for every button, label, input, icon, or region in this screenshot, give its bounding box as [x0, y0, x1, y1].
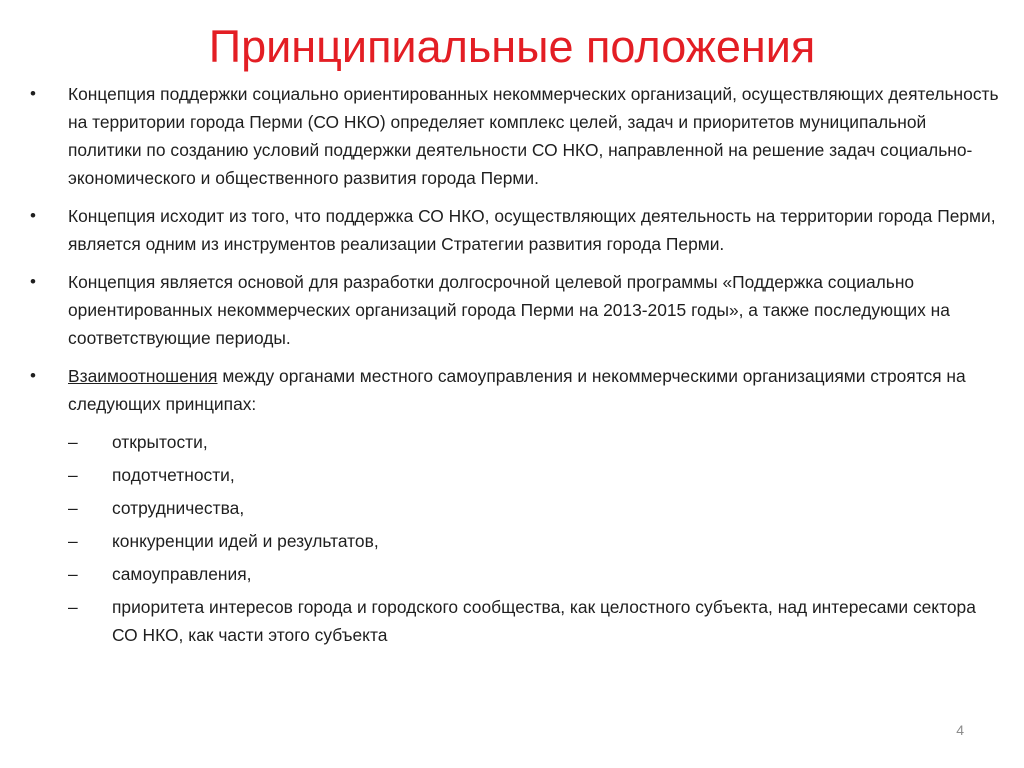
bullet-item-program-foundation: [30, 268, 1000, 352]
bullet-marker: •: [30, 366, 36, 385]
bullet-item-relationships: [30, 362, 1000, 418]
principle-text: самоуправления,: [112, 564, 252, 584]
dash-marker: –: [68, 597, 78, 617]
principle-text: сотрудничества,: [112, 498, 245, 518]
principle-item: [30, 428, 1000, 456]
bullet-text-underlined: Взаимоотношения: [68, 366, 218, 386]
bullet-text: Концепция поддержки социально ориентированных некоммерческих организаций, осуществляющих деятельность на территории города Перми (СО НКО) определяет комплекс целей, задач и приоритетов муниципальной политики по созданию условий поддержки деятельности СО НКО, направленной на решение задач социально-экономического и общественного развития города Перми.: [68, 84, 999, 188]
bullet-text: Концепция исходит из того, что поддержка СО НКО, осуществляющих деятельность на территории города Перми, является одним из инструментов реализации Стратегии развития города Перми.: [68, 206, 996, 254]
dash-marker: –: [68, 498, 78, 518]
bullet-text: Концепция является основой для разработки долгосрочной целевой программы «Поддержка социально ориентированных некоммерческих организаций города Перми на 2013-2015 годы», а также последующих на соответствующие периоды.: [68, 272, 950, 348]
principle-text: приоритета интересов города и городского сообщества, как целостного субъекта, над интересами сектора СО НКО, как части этого субъекта: [112, 597, 976, 645]
slide-title: Принципиальные положения: [208, 21, 816, 72]
slide-content: [30, 80, 1000, 654]
bullet-text: между органами местного самоуправления и некоммерческими организациями строятся на следующих принципах:: [68, 366, 966, 414]
bullet-marker: •: [30, 206, 36, 225]
principle-text: открытости,: [112, 432, 208, 452]
dash-marker: –: [68, 465, 78, 485]
dash-marker: –: [68, 432, 78, 452]
principle-text: подотчетности,: [112, 465, 235, 485]
principle-item: [30, 560, 1000, 588]
dash-marker: –: [68, 564, 78, 584]
principle-item: [30, 527, 1000, 555]
bullet-marker: •: [30, 84, 36, 103]
page-number: 4: [956, 722, 964, 738]
bullet-marker: •: [30, 272, 36, 291]
dash-marker: –: [68, 531, 78, 551]
principle-item: [30, 593, 1000, 649]
principle-text: конкуренции идей и результатов,: [112, 531, 379, 551]
bullet-item-concept-definition: [30, 80, 1000, 192]
principle-item: [30, 494, 1000, 522]
principles-list: [30, 428, 1000, 649]
bullet-item-concept-basis: [30, 202, 1000, 258]
principle-item: [30, 461, 1000, 489]
